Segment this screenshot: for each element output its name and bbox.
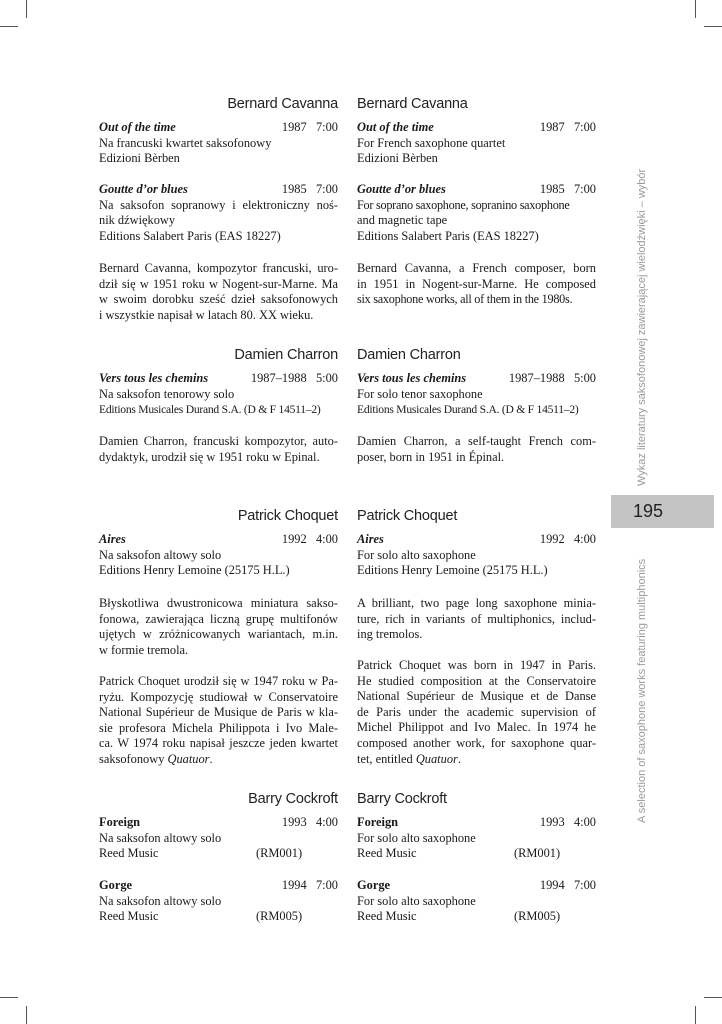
- work-publisher: Editions Henry Lemoine (25175 H.L.): [99, 563, 290, 578]
- work-year-duration: 1985 7:00: [281, 182, 338, 196]
- work-entry: [357, 532, 596, 579]
- composer-heading: Patrick Choquet: [357, 508, 458, 524]
- work-entry: [357, 371, 596, 418]
- work-title: Foreign: [99, 815, 141, 829]
- work-entry: [357, 815, 596, 862]
- composer-bio: Patrick Choquet was born in 1947 in Paris. He studied composition at the Conservatoire National Supérieur de Musique et de Danse de Paris under the academic supervision of Michel Philippot and Ivo Malec. In 1974 he composed another work, for saxophone quar- tet, entitled Quatuor.: [357, 658, 596, 766]
- work-description: A brilliant, two page long saxophone minia- ture, rich in variants of multiphonics, includ- ing tremolos.: [357, 596, 596, 642]
- running-caption-polish: Wykaz literatury saksofonowej zawierającej wielodźwięki – wybór: [636, 168, 648, 486]
- composer-heading: Damien Charron: [357, 347, 461, 363]
- work-instrumentation: For solo alto saxophone: [357, 547, 476, 562]
- composer-bio: Patrick Choquet urodził się w 1947 roku w Pa- ryżu. Kompozycję studiował w Conservatoire National Supérieur de Musique de Paris w kla- sie profesora Michela Philippota i Ivo Male- ca. W 1974 roku napisał jeszcze jeden kwartet saksofonowy Quatuor.: [99, 674, 338, 766]
- work-instrumentation: Na saksofon tenorowy solo: [99, 386, 235, 401]
- work-title: Aires: [99, 532, 126, 546]
- work-title: Out of the time: [357, 120, 434, 134]
- work-year-duration: 1987–1988 5:00: [250, 371, 338, 385]
- work-instrumentation: For solo tenor saxophone: [357, 386, 483, 401]
- work-publisher: Reed Music (RM005): [357, 909, 561, 924]
- work-entry: [99, 532, 338, 579]
- work-publisher: Reed Music (RM001): [99, 846, 303, 861]
- running-caption-english: A selection of saxophone works featuring multiphonics: [636, 558, 648, 823]
- work-title: Goutte d’or blues: [99, 182, 188, 196]
- work-entry: [99, 878, 338, 925]
- crop-mark: [704, 26, 722, 27]
- work-title: Gorge: [99, 878, 133, 892]
- quartet-title: Quatuor: [415, 751, 458, 766]
- work-title: Goutte d’or blues: [357, 182, 446, 196]
- work-title: Vers tous les chemins: [99, 371, 209, 385]
- work-entry: [99, 120, 338, 167]
- work-entry: [357, 182, 596, 244]
- work-year-duration: 1987–1988 5:00: [508, 371, 596, 385]
- work-title: Aires: [357, 532, 384, 546]
- work-year-duration: 1993 4:00: [539, 815, 596, 829]
- work-instrumentation: and magnetic tape: [357, 213, 448, 228]
- work-instrumentation: Na saksofon altowy solo: [99, 547, 222, 562]
- work-year-duration: 1985 7:00: [539, 182, 596, 196]
- work-year-duration: 1994 7:00: [539, 878, 596, 892]
- work-entry: [99, 182, 338, 244]
- work-publisher: Editions Musicales Durand S.A. (D & F 14511–2): [357, 403, 579, 417]
- work-title: Gorge: [357, 878, 391, 892]
- catalog-code: (RM005): [514, 909, 561, 924]
- work-instrumentation: Na saksofon sopranowy i elektroniczny noś-: [99, 197, 338, 212]
- crop-mark: [695, 0, 696, 18]
- composer-bio: Bernard Cavanna, a French composer, born in 1951 in Nogent-sur-Marne. He composed six saxophone works, all of them in the 1980s.: [357, 261, 596, 307]
- work-year-duration: 1987 7:00: [281, 120, 338, 134]
- composer-bio: Damien Charron, francuski kompozytor, auto- dydaktyk, urodził się w 1951 roku w Epinal.: [99, 434, 338, 464]
- work-description: Błyskotliwa dwustronicowa miniatura sakso- fonowa, zawierająca liczną grupę multifonów ujętych w zróżnicowanych wariantach, m.in. w formie tremola.: [99, 596, 338, 657]
- work-publisher: Editions Salabert Paris (EAS 18227): [99, 228, 281, 243]
- crop-mark: [26, 1006, 27, 1024]
- crop-mark: [26, 0, 27, 18]
- composer-heading: Patrick Choquet: [237, 508, 338, 524]
- crop-mark: [704, 997, 722, 998]
- work-entry: [99, 371, 338, 418]
- work-entry: [99, 815, 338, 862]
- work-entry: [357, 120, 596, 167]
- work-instrumentation: Na francuski kwartet saksofonowy: [99, 135, 272, 150]
- composer-bio: Damien Charron, a self-taught French com- poser, born in 1951 in Épinal.: [357, 434, 596, 464]
- work-title: Out of the time: [99, 120, 176, 134]
- work-instrumentation: Na saksofon altowy solo: [99, 830, 222, 845]
- work-publisher: Editions Salabert Paris (EAS 18227): [357, 228, 539, 243]
- work-publisher: Reed Music (RM001): [357, 846, 561, 861]
- work-year-duration: 1987 7:00: [539, 120, 596, 134]
- work-year-duration: 1994 7:00: [281, 878, 338, 892]
- crop-mark: [0, 997, 18, 998]
- crop-mark: [695, 1006, 696, 1024]
- composer-heading: Bernard Cavanna: [227, 96, 338, 112]
- catalog-code: (RM001): [256, 846, 303, 861]
- work-year-duration: 1992 4:00: [539, 532, 596, 546]
- work-publisher: Edizioni Bèrben: [357, 151, 438, 166]
- work-instrumentation: For solo alto saxophone: [357, 893, 476, 908]
- page-number-tab: [611, 495, 714, 528]
- composer-bio: Bernard Cavanna, kompozytor francuski, uro- dził się w 1951 roku w Nogent-sur-Marne. Ma w swoim dorobku sześć dzieł saksofonowych i wszystkie napisał w latach 80. XX wieku.: [99, 261, 338, 322]
- page-number: 195: [633, 501, 664, 521]
- work-instrumentation: For solo alto saxophone: [357, 830, 476, 845]
- work-publisher: Reed Music (RM005): [99, 909, 303, 924]
- work-title: Foreign: [357, 815, 399, 829]
- work-publisher: Editions Musicales Durand S.A. (D & F 14511–2): [99, 403, 321, 417]
- composer-heading: Barry Cockroft: [357, 791, 447, 807]
- quartet-title: Quatuor: [167, 751, 210, 766]
- work-instrumentation: For soprano saxophone, sopranino saxophone: [357, 197, 570, 212]
- work-title: Vers tous les chemins: [357, 371, 467, 385]
- crop-mark: [0, 26, 18, 27]
- work-instrumentation: nik dźwiękowy: [99, 213, 176, 228]
- composer-heading: Bernard Cavanna: [357, 96, 468, 112]
- work-entry: [357, 878, 596, 925]
- work-publisher: Edizioni Bèrben: [99, 151, 180, 166]
- work-year-duration: 1993 4:00: [281, 815, 338, 829]
- composer-heading: Damien Charron: [234, 347, 338, 363]
- composer-heading: Barry Cockroft: [248, 791, 338, 807]
- work-year-duration: 1992 4:00: [281, 532, 338, 546]
- catalog-code: (RM005): [256, 909, 303, 924]
- catalog-code: (RM001): [514, 846, 561, 861]
- work-publisher: Editions Henry Lemoine (25175 H.L.): [357, 563, 548, 578]
- work-instrumentation: For French saxophone quartet: [357, 135, 506, 150]
- work-instrumentation: Na saksofon altowy solo: [99, 893, 222, 908]
